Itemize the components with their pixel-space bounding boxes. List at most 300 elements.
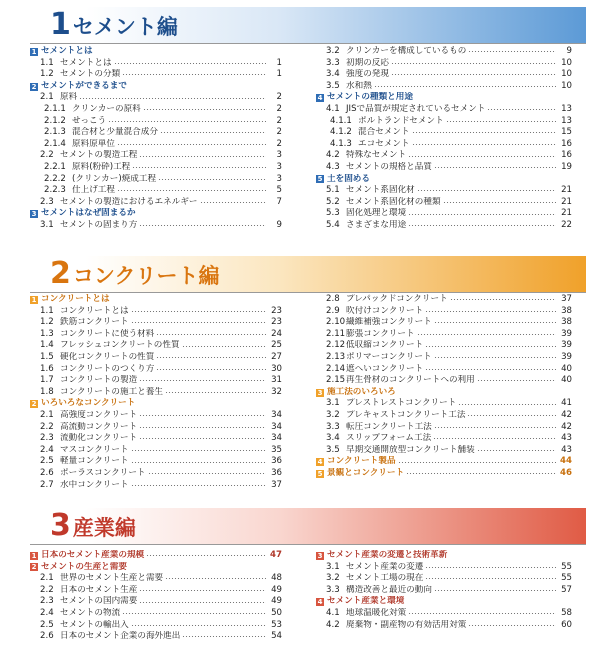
entry-label: 日本のセメント産業の規模 [41,550,145,560]
dot-leader [468,625,556,626]
entry-label: セメントの種類と用途 [327,92,413,103]
entry-label: セメントの物流 [60,607,121,618]
entry-label: セメントの製造工程 [60,150,138,161]
page-number: 43 [561,444,572,455]
dot-leader [477,450,556,451]
entry-number: 2.7 [40,479,54,490]
toc-entry [30,433,282,445]
toc-column-left [30,294,282,491]
entry-label: 遮へいコンクリート [346,363,424,374]
chapter-number-badge: 2 [31,563,37,572]
entry-label: セメントの輸出入 [60,619,129,630]
toc-chapter [316,456,572,468]
page-number: 23 [271,317,282,328]
chapter-number-badge: 5 [317,469,323,478]
section-banner [30,508,586,545]
dot-leader [146,555,266,556]
toc-entry [30,422,282,434]
toc-entry [30,197,282,209]
entry-number: 3.2 [326,46,340,56]
entry-label: 施工法のいろいろ [327,386,396,397]
section-title-text: セメント編 [72,15,178,39]
entry-number: 2.1.1 [44,103,66,114]
entry-number: 2.6 [40,631,54,642]
dot-leader [131,322,266,323]
entry-label: セメントの生産と需要 [41,561,127,572]
page-number: 40 [561,375,572,386]
entry-label: 日本のセメント生産 [60,584,138,595]
dot-leader [131,450,266,451]
entry-number: 2.6 [40,467,54,478]
dot-leader [433,438,556,439]
toc-entry [316,220,572,232]
dot-leader [434,322,556,323]
entry-label: せっこう [72,115,107,126]
entry-label: セメント工場の現在 [346,573,424,584]
section-title-text: 産業編 [72,516,136,540]
toc-entry [316,329,572,341]
page-number: 21 [561,196,572,207]
entry-number: 1.2 [40,317,54,328]
dot-leader [182,636,266,637]
page-number: 48 [271,573,282,584]
entry-number: 4.1.3 [330,138,352,149]
entry-number: 3.3 [326,584,340,595]
entry-label: 混合材と少量混合成分 [72,127,158,138]
section-title [50,256,219,292]
toc-entry [316,398,572,410]
entry-label: さまざまな用途 [346,219,407,230]
toc-entry [30,92,282,104]
dot-leader [417,334,556,335]
dot-leader [200,202,266,203]
entry-label: 高強度コンクリート [60,409,138,420]
section-number: 2 [50,256,71,291]
entry-number: 4.2 [326,150,340,161]
entry-label: 世界のセメント生産と需要 [60,573,164,584]
toc-entry [316,116,572,128]
page-number: 2 [276,92,282,103]
toc-entry [30,317,282,329]
dot-leader [117,144,266,145]
dot-leader [467,415,556,416]
page-number: 9 [566,46,572,56]
entry-label: 早期交通開放型コンクリート舗装 [346,444,475,455]
page-number: 9 [276,219,282,230]
entry-label: 景観とコンクリート [327,467,405,478]
entry-label: コンクリートの製造 [60,375,138,386]
toc-column-left [30,550,282,643]
page-number: 55 [561,561,572,572]
toc-entry [316,585,572,597]
toc-entry [316,352,572,364]
page-number: 13 [561,103,572,114]
page-number: 47 [270,550,282,560]
entry-label: プレキャストコンクリート工法 [346,409,466,420]
toc-entry [30,410,282,422]
dot-leader [79,98,266,99]
toc-entry [30,375,282,387]
entry-label: セメント産業の変遷 [346,561,424,572]
toc-chapter [30,208,282,220]
dot-leader [425,346,556,347]
toc-entry [30,69,282,81]
dot-leader [131,625,266,626]
page-number: 32 [271,386,282,397]
toc-entry [30,174,282,186]
entry-number: 1.1 [40,305,54,316]
toc-entry [30,127,282,139]
entry-label: 水中コンクリート [60,479,129,490]
entry-label: コンクリートのつくり方 [60,363,155,374]
page-number: 3 [276,173,282,184]
toc-entry [316,375,572,387]
toc-chapter [316,92,572,104]
dot-leader [139,380,266,381]
entry-number: 4.1 [326,607,340,618]
page-number: 44 [560,456,572,467]
entry-label: セメント系固化材の種類 [346,196,441,207]
page-number: 41 [561,398,572,409]
entry-label: セメントの規格と品質 [346,161,432,172]
entry-number: 3.5 [326,80,340,91]
dot-leader [139,156,266,157]
dot-leader [165,578,266,579]
toc-entry [30,620,282,632]
entry-number: 2.2 [40,150,54,161]
entry-number: 2.1.3 [44,127,66,138]
toc-chapter [30,81,282,93]
toc-entry [30,364,282,376]
page-number: 3 [276,150,282,161]
chapter-number-badge: 1 [31,551,37,560]
toc-entry [30,139,282,151]
dot-leader [434,357,556,358]
section-banner [30,7,586,44]
entry-label: セメントはなぜ固まるか [41,208,136,219]
toc-entry [316,139,572,151]
dot-leader [477,380,556,381]
toc-entry [316,162,572,174]
section-number: 1 [50,7,71,42]
toc-entry [316,208,572,220]
entry-label: セメント産業と環境 [327,596,405,607]
chapter-number-badge: 4 [317,94,323,103]
toc-entry [30,445,282,457]
entry-label: 特殊なセメント [346,150,407,161]
entry-label: セメントの国内需要 [60,596,138,607]
entry-label: ポルトランドセメント [358,115,444,126]
page-number: 53 [271,619,282,630]
entry-number: 2.15 [326,375,346,386]
entry-number: 1.3 [40,328,54,339]
entry-label: 流動化コンクリート [60,433,138,444]
entry-number: 1.6 [40,363,54,374]
entry-label: 低収縮コンクリート [346,340,424,351]
toc-column-right [316,294,572,480]
entry-number: 4.1 [326,103,340,114]
entry-label: 初期の反応 [346,57,389,68]
toc-entry [30,340,282,352]
chapter-number-badge: 3 [317,551,323,560]
toc-chapter [316,174,572,186]
page-number: 34 [271,409,282,420]
toc-entry [316,433,572,445]
entry-label: 軽量コンクリート [60,456,129,467]
entry-number: 3.1 [326,398,340,409]
dot-leader [487,109,556,110]
dot-leader [160,132,266,133]
entry-number: 5.3 [326,208,340,219]
page-number: 10 [561,57,572,68]
toc-entry [316,46,572,58]
entry-label: コンクリートに使う材料 [60,328,155,339]
toc-entry [316,150,572,162]
entry-label: 原料(粉砕)工程 [72,161,131,172]
dot-leader [425,311,556,312]
entry-number: 5.2 [326,196,340,207]
entry-number: 2.2.3 [44,185,66,196]
dot-leader [117,190,266,191]
entry-label: セメントの分類 [60,69,121,80]
page-number: 46 [560,467,572,478]
dot-leader [108,121,266,122]
dot-leader [408,225,556,226]
dot-leader [139,590,266,591]
page-number: 36 [271,456,282,467]
section-number: 3 [50,508,71,543]
page-number: 2 [276,138,282,149]
toc-entry [30,585,282,597]
page-number: 2 [276,127,282,138]
dot-leader [156,357,266,358]
page-number: 39 [561,340,572,351]
entry-label: コンクリートとは [60,305,129,316]
dot-leader [434,590,556,591]
toc-entry [30,306,282,318]
toc-entry [316,69,572,81]
entry-label: 再生骨材のコンクリートへの利用 [346,375,475,386]
page-number: 1 [276,69,282,80]
section-title [50,508,136,544]
toc-entry [30,456,282,468]
dot-leader [412,144,556,145]
toc-chapter [30,562,282,574]
toc-chapter [316,550,572,562]
toc-entry [30,185,282,197]
toc-entry [30,58,282,70]
entry-number: 2.3 [40,433,54,444]
page-number: 37 [561,294,572,304]
entry-number: 2.1.4 [44,138,66,149]
toc-chapter [30,46,282,58]
dot-leader [434,427,556,428]
page-number: 55 [561,573,572,584]
toc-column-right [316,46,572,232]
chapter-number-badge: 4 [317,598,323,607]
entry-number: 2.13 [326,351,346,362]
entry-label: 原料原単位 [72,138,115,149]
entry-number: 3.3 [326,421,340,432]
entry-label: フレッシュコンクリートの性質 [60,340,180,351]
section-title-text: コンクリート編 [72,264,220,288]
entry-number: 2.5 [40,619,54,630]
entry-number: 3.2 [326,409,340,420]
entry-label: 膨張コンクリート [346,328,415,339]
entry-number: 4.1.2 [330,127,352,138]
toc-entry [316,608,572,620]
entry-label: セメント系固化材 [346,185,415,196]
toc-entry [316,58,572,70]
toc-entry [316,410,572,422]
entry-number: 2.2 [40,421,54,432]
entry-number: 5.4 [326,219,340,230]
page-number: 40 [561,363,572,374]
page-number: 49 [271,584,282,595]
page-number: 57 [561,584,572,595]
toc-entry [30,387,282,399]
dot-leader [139,602,266,603]
chapter-number-badge: 1 [31,295,37,304]
page-number: 54 [271,631,282,642]
entry-number: 2.3 [40,596,54,607]
dot-leader [131,311,266,312]
entry-number: 2.4 [40,607,54,618]
page-number: 2 [276,103,282,114]
entry-label: JISで品質が規定されているセメント [346,103,486,114]
entry-number: 3.4 [326,69,340,80]
page-number: 39 [561,328,572,339]
dot-leader [148,473,266,474]
dot-leader [408,214,556,215]
page-number: 60 [561,619,572,630]
dot-leader [406,473,556,474]
dot-leader [468,51,556,52]
entry-label: プレストレストコンクリート [346,398,457,409]
page-number: 13 [561,115,572,126]
dot-leader [132,167,266,168]
section-title [50,7,178,43]
dot-leader [412,132,556,133]
entry-label: セメントができるまで [41,80,127,91]
toc-column-left [30,46,282,232]
page-number: 16 [561,138,572,149]
toc-entry [316,422,572,434]
page-number: 21 [561,208,572,219]
entry-number: 1.2 [40,69,54,80]
entry-label: ポリマーコンクリート [346,351,432,362]
page-number: 42 [561,409,572,420]
toc-entry [316,317,572,329]
entry-number: 2.3 [40,196,54,207]
dot-leader [408,156,556,157]
chapter-number-badge: 3 [317,388,323,397]
page-number: 34 [271,421,282,432]
dot-leader [425,578,556,579]
entry-number: 3.1 [326,561,340,572]
entry-label: 構造改善と最近の動向 [346,584,432,595]
chapter-number-badge: 3 [31,210,37,219]
dot-leader [408,613,556,614]
toc-column-right [316,550,572,631]
dot-leader [114,63,266,64]
chapter-number-badge: 1 [31,47,37,56]
entry-label: 転圧コンクリート工法 [346,421,432,432]
entry-label: クリンカーの原料 [72,103,141,114]
toc-chapter [316,387,572,399]
toc-entry [30,116,282,128]
entry-number: 2.5 [40,456,54,467]
page-number: 58 [561,607,572,618]
toc-chapter [30,294,282,306]
entry-label: コンクリート製品 [327,456,396,467]
chapter-number-badge: 2 [31,400,37,409]
entry-label: 仕上げ工程 [72,185,115,196]
entry-number: 2.4 [40,444,54,455]
page-number: 1 [276,57,282,68]
page-number: 38 [561,305,572,316]
page-number: 30 [271,363,282,374]
dot-leader [417,190,556,191]
page-number: 16 [561,150,572,161]
page-number: 37 [271,479,282,490]
entry-label: 廃棄物・副産物の有効活用対策 [346,619,467,630]
toc-entry [316,185,572,197]
entry-number: 3.5 [326,444,340,455]
entry-label: 土を固める [327,173,370,184]
entry-number: 2.1 [40,573,54,584]
dot-leader [131,462,266,463]
dot-leader [139,438,266,439]
dot-leader [156,334,266,335]
entry-number: 1.4 [40,340,54,351]
page-number: 49 [271,596,282,607]
entry-label: コンクリートの施工と養生 [60,386,163,397]
entry-number: 2.2 [40,584,54,595]
entry-label: 日本のセメント企業の海外進出 [60,631,181,642]
chapter-number-badge: 5 [317,175,323,184]
dot-leader [391,63,556,64]
entry-label: セメントとは [60,57,112,68]
toc-entry [30,573,282,585]
chapter-number-badge: 2 [31,82,37,91]
dot-leader [122,613,266,614]
dot-leader [158,179,266,180]
toc-entry [316,562,572,574]
toc-entry [316,340,572,352]
toc-entry [316,620,572,632]
page-number: 24 [271,328,282,339]
toc-entry [316,573,572,585]
toc-entry [30,162,282,174]
page-number: 3 [276,161,282,172]
dot-leader [434,167,556,168]
toc-entry [30,352,282,364]
toc-entry [30,220,282,232]
entry-label: 混合セメント [358,127,410,138]
entry-label: 高流動コンクリート [60,421,138,432]
dot-leader [374,86,556,87]
dot-leader [398,462,556,463]
page-number: 10 [561,69,572,80]
page-number: 19 [561,161,572,172]
entry-label: 繊維補強コンクリート [346,317,432,328]
toc-entry [316,306,572,318]
toc-entry [30,329,282,341]
dot-leader [458,404,556,405]
entry-number: 1.5 [40,351,54,362]
page-number: 39 [561,351,572,362]
